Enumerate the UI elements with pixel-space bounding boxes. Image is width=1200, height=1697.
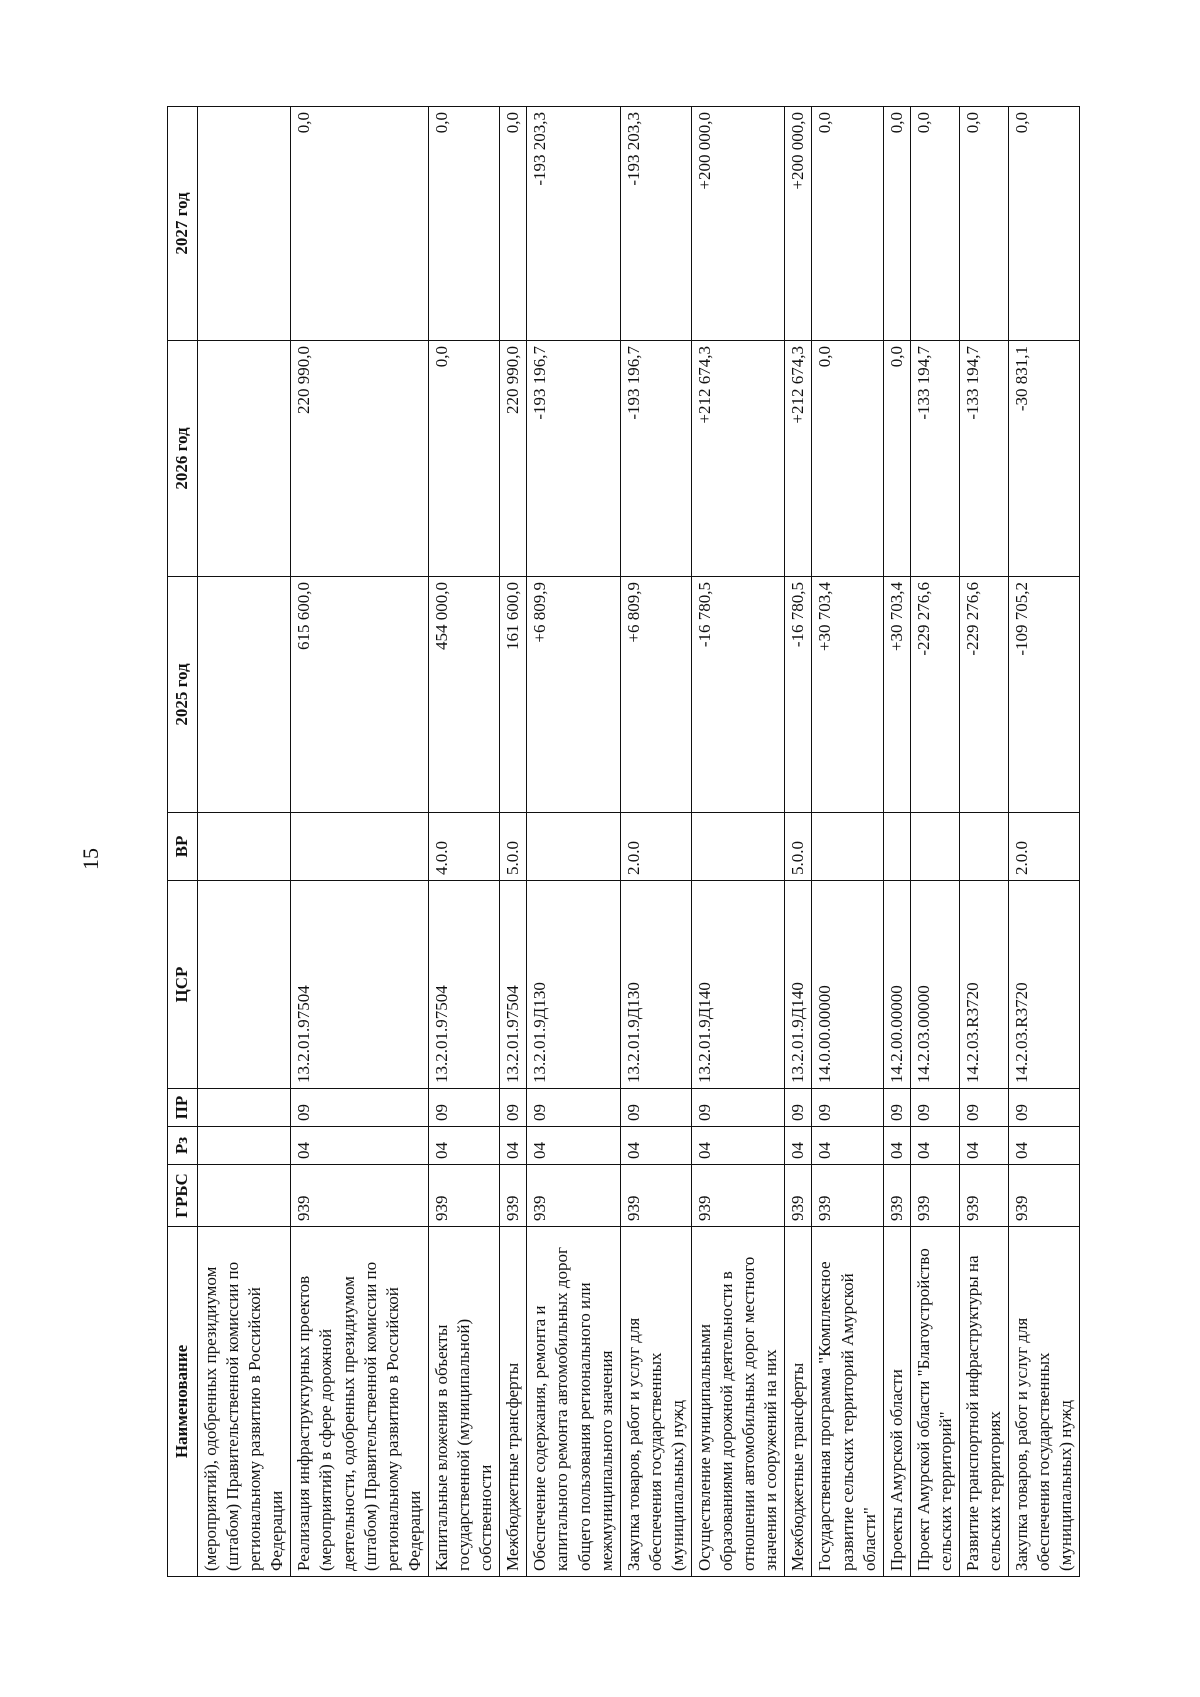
cell-csr: 13.2.01.97504 — [428, 881, 499, 1089]
cell-2026: +212 674,3 — [785, 341, 812, 577]
cell-2025: -109 705,2 — [1009, 577, 1080, 813]
cell-vr: 5.0.0 — [785, 813, 812, 881]
cell-grbs: 939 — [785, 1165, 812, 1227]
cell-rz: 04 — [527, 1127, 620, 1165]
cell-vr — [812, 813, 883, 881]
table-row — [428, 107, 499, 1577]
cell-pr: 09 — [291, 1089, 429, 1127]
cell-rz: 04 — [910, 1127, 959, 1165]
cell-name: Проект Амурской области "Благоустройство сельских территорий" — [910, 1227, 959, 1577]
cell-csr: 13.2.01.9Д130 — [527, 881, 620, 1089]
cell-vr: 5.0.0 — [500, 813, 527, 881]
header-vr: ВР — [168, 813, 198, 881]
cell-rz: 04 — [1009, 1127, 1080, 1165]
cell-2025: +30 703,4 — [883, 577, 910, 813]
table-row — [198, 107, 291, 1577]
cell-csr: 14.2.03.00000 — [910, 881, 959, 1089]
cell-2026: 220 990,0 — [500, 341, 527, 577]
cell-name: Межбюджетные трансферты — [785, 1227, 812, 1577]
cell-name: Закупка товаров, работ и услуг для обеспечения государственных (муниципальных) нужд — [1009, 1227, 1080, 1577]
budget-table — [167, 106, 1080, 1577]
cell-pr: 09 — [428, 1089, 499, 1127]
cell-pr: 09 — [883, 1089, 910, 1127]
cell-grbs: 939 — [812, 1165, 883, 1227]
cell-2027: 0,0 — [428, 107, 499, 341]
cell-grbs: 939 — [883, 1165, 910, 1227]
cell-name: Осуществление муниципальными образованиями дорожной деятельности в отношении автомобильных дорог местного значения и сооружений на них — [691, 1227, 784, 1577]
cell-2027: 0,0 — [960, 107, 1009, 341]
cell-rz: 04 — [500, 1127, 527, 1165]
cell-grbs: 939 — [691, 1165, 784, 1227]
cell-2027: +200 000,0 — [691, 107, 784, 341]
cell-2026: -133 194,7 — [910, 341, 959, 577]
table-row — [291, 107, 429, 1577]
cell-2027: 0,0 — [291, 107, 429, 341]
cell-2026: -193 196,7 — [527, 341, 620, 577]
table-row — [500, 107, 527, 1577]
cell-name: Развитие транспортной инфраструктуры на сельских территориях — [960, 1227, 1009, 1577]
cell-csr: 14.2.03.R3720 — [960, 881, 1009, 1089]
cell-2027: -193 203,3 — [527, 107, 620, 341]
cell-csr: 14.0.00.00000 — [812, 881, 883, 1089]
table-header-row — [168, 107, 198, 1577]
cell-name: Капитальные вложения в объекты государственной (муниципальной) собственности — [428, 1227, 499, 1577]
cell-2026: -30 831,1 — [1009, 341, 1080, 577]
cell-pr: 09 — [785, 1089, 812, 1127]
cell-grbs: 939 — [1009, 1165, 1080, 1227]
cell-2026 — [198, 341, 291, 577]
table-body — [198, 107, 1080, 1577]
cell-2025: +6 809,9 — [527, 577, 620, 813]
cell-rz: 04 — [960, 1127, 1009, 1165]
cell-2025 — [198, 577, 291, 813]
cell-pr: 09 — [527, 1089, 620, 1127]
cell-vr — [691, 813, 784, 881]
rotated-table-wrapper — [167, 107, 1076, 1577]
cell-2026: -133 194,7 — [960, 341, 1009, 577]
header-2027: 2027 год — [168, 107, 198, 341]
cell-2026: +212 674,3 — [691, 341, 784, 577]
header-rz: Рз — [168, 1127, 198, 1165]
cell-grbs: 939 — [500, 1165, 527, 1227]
cell-csr — [198, 881, 291, 1089]
cell-2025: 454 000,0 — [428, 577, 499, 813]
cell-vr — [960, 813, 1009, 881]
cell-grbs: 939 — [960, 1165, 1009, 1227]
cell-csr: 13.2.01.9Д140 — [785, 881, 812, 1089]
table-row — [620, 107, 691, 1577]
cell-grbs: 939 — [620, 1165, 691, 1227]
header-2026: 2026 год — [168, 341, 198, 577]
cell-rz: 04 — [785, 1127, 812, 1165]
cell-pr: 09 — [620, 1089, 691, 1127]
cell-name: Проекты Амурской области — [883, 1227, 910, 1577]
cell-name: Реализация инфраструктурных проектов (мероприятий) в сфере дорожной деятельности, одобренных президиумом (штабом) Правительственной комиссии по региональному развитию в Российской Федерации — [291, 1227, 429, 1577]
cell-pr: 09 — [910, 1089, 959, 1127]
cell-pr: 09 — [500, 1089, 527, 1127]
cell-2025: -229 276,6 — [910, 577, 959, 813]
cell-2027: 0,0 — [812, 107, 883, 341]
cell-2027 — [198, 107, 291, 341]
table-row — [1009, 107, 1080, 1577]
header-pr: ПР — [168, 1089, 198, 1127]
cell-name: Государственная программа "Комплексное развитие сельских территорий Амурской области" — [812, 1227, 883, 1577]
cell-name: Обеспечение содержания, ремонта и капитального ремонта автомобильных дорог общего пользования регионального или межмуниципального значения — [527, 1227, 620, 1577]
cell-vr — [198, 813, 291, 881]
cell-2027: 0,0 — [910, 107, 959, 341]
cell-pr — [198, 1089, 291, 1127]
cell-2027: +200 000,0 — [785, 107, 812, 341]
cell-2027: 0,0 — [883, 107, 910, 341]
cell-csr: 13.2.01.9Д130 — [620, 881, 691, 1089]
cell-2027: 0,0 — [500, 107, 527, 341]
table-row — [527, 107, 620, 1577]
cell-csr: 14.2.00.00000 — [883, 881, 910, 1089]
cell-pr: 09 — [1009, 1089, 1080, 1127]
header-grbs: ГРБС — [168, 1165, 198, 1227]
cell-2025: -229 276,6 — [960, 577, 1009, 813]
cell-2026: 0,0 — [812, 341, 883, 577]
table-row — [785, 107, 812, 1577]
cell-csr: 13.2.01.97504 — [500, 881, 527, 1089]
header-csr: ЦСР — [168, 881, 198, 1089]
cell-grbs — [198, 1165, 291, 1227]
cell-pr: 09 — [960, 1089, 1009, 1127]
cell-2026: 0,0 — [428, 341, 499, 577]
cell-2026: 0,0 — [883, 341, 910, 577]
cell-rz: 04 — [291, 1127, 429, 1165]
cell-rz: 04 — [812, 1127, 883, 1165]
cell-2026: 220 990,0 — [291, 341, 429, 577]
cell-grbs: 939 — [910, 1165, 959, 1227]
table-row — [910, 107, 959, 1577]
cell-2026: -193 196,7 — [620, 341, 691, 577]
cell-pr: 09 — [812, 1089, 883, 1127]
cell-2027: 0,0 — [1009, 107, 1080, 341]
header-name: Наименование — [168, 1227, 198, 1577]
cell-vr — [910, 813, 959, 881]
table-row — [883, 107, 910, 1577]
cell-name: Межбюджетные трансферты — [500, 1227, 527, 1577]
cell-2025: -16 780,5 — [785, 577, 812, 813]
cell-csr: 14.2.03.R3720 — [1009, 881, 1080, 1089]
header-2025: 2025 год — [168, 577, 198, 813]
cell-vr: 2.0.0 — [620, 813, 691, 881]
cell-2025: +6 809,9 — [620, 577, 691, 813]
cell-rz: 04 — [620, 1127, 691, 1165]
cell-rz — [198, 1127, 291, 1165]
table-row — [960, 107, 1009, 1577]
cell-2025: -16 780,5 — [691, 577, 784, 813]
cell-rz: 04 — [428, 1127, 499, 1165]
cell-rz: 04 — [691, 1127, 784, 1165]
cell-grbs: 939 — [527, 1165, 620, 1227]
cell-pr: 09 — [691, 1089, 784, 1127]
cell-csr: 13.2.01.97504 — [291, 881, 429, 1089]
cell-vr — [883, 813, 910, 881]
cell-grbs: 939 — [291, 1165, 429, 1227]
cell-rz: 04 — [883, 1127, 910, 1165]
table-row — [812, 107, 883, 1577]
cell-vr: 2.0.0 — [1009, 813, 1080, 881]
page-number: 15 — [78, 848, 103, 870]
cell-2025: 161 600,0 — [500, 577, 527, 813]
cell-name: (мероприятий), одобренных президиумом (штабом) Правительственной комиссии по региональному развитию в Российской Федерации — [198, 1227, 291, 1577]
cell-csr: 13.2.01.9Д140 — [691, 881, 784, 1089]
cell-vr — [291, 813, 429, 881]
table-row — [691, 107, 784, 1577]
cell-2025: 615 600,0 — [291, 577, 429, 813]
cell-name: Закупка товаров, работ и услуг для обеспечения государственных (муниципальных) нужд — [620, 1227, 691, 1577]
cell-vr: 4.0.0 — [428, 813, 499, 881]
cell-2027: -193 203,3 — [620, 107, 691, 341]
cell-vr — [527, 813, 620, 881]
cell-2025: +30 703,4 — [812, 577, 883, 813]
cell-grbs: 939 — [428, 1165, 499, 1227]
